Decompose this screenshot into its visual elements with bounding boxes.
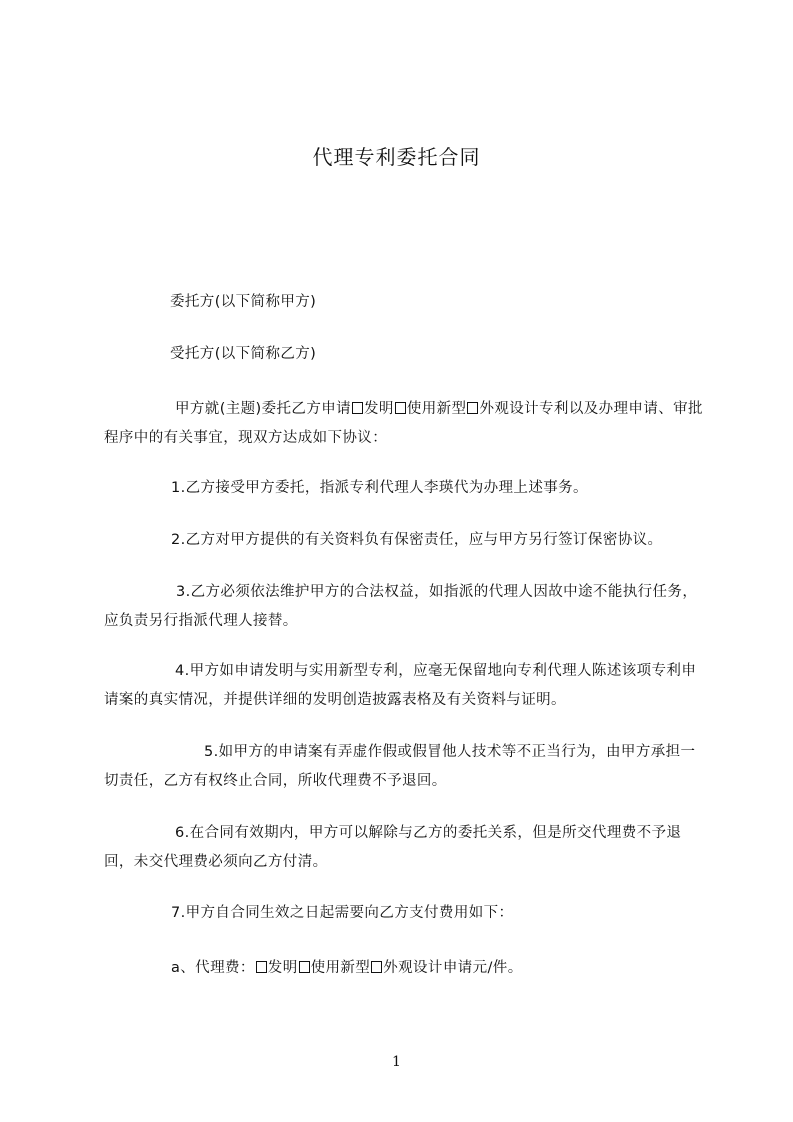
party-b-line: 受托方(以下简称乙方)	[170, 346, 317, 362]
intro-paragraph	[104, 395, 708, 453]
intro-text-4: 外观设计专利以及办理申请、审批程序中的有关事宜，现双方达成如下协议：	[104, 401, 703, 446]
intro-text-2: 发明	[364, 401, 394, 417]
clause-5: 5.如甲方的申请案有弄虚作假或假冒他人技术等不正当行为，由甲方承担一切责任，乙方有权终止合同，所收代理费不予退回。	[104, 744, 696, 789]
document-title: 代理专利委托合同	[312, 145, 481, 169]
checkbox-fee-design	[371, 961, 382, 973]
fee-prefix: a、代理费：	[171, 960, 255, 976]
intro-text-3: 使用新型	[406, 401, 467, 417]
fee-text-1: 发明	[267, 960, 298, 976]
fee-text-2: 使用新型	[310, 960, 371, 976]
page-number: 1	[392, 1054, 401, 1070]
clause-6: 6.在合同有效期内，甲方可以解除与乙方的委托关系，但是所交代理费不予退回，未交代理费必须向乙方付清。	[104, 825, 682, 870]
clause-2: 2.乙方对甲方提供的有关资料负有保密责任，应与甲方另行签订保密协议。	[171, 532, 663, 548]
intro-text-1: 甲方就(主题)委托乙方申请	[175, 401, 352, 417]
checkbox-fee-utility-model	[299, 961, 310, 973]
clause-4: 4.甲方如申请发明与实用新型专利，应毫无保留地向专利代理人陈述该项专利申请案的真实情况，并提供详细的发明创造披露表格及有关资料与证明。	[104, 663, 697, 708]
fee-line	[104, 954, 708, 983]
clause-1: 1.乙方接受甲方委托，指派专利代理人李瑛代为办理上述事务。	[171, 480, 588, 496]
fee-text-3: 外观设计申请元/件。	[383, 960, 523, 976]
clause-7: 7.甲方自合同生效之日起需要向乙方支付费用如下：	[171, 905, 514, 921]
clause-3: 3.乙方必须依法维护甲方的合法权益，如指派的代理人因故中途不能执行任务，应负责另行指派代理人接替。	[104, 584, 698, 629]
checkbox-design	[467, 402, 478, 414]
checkbox-invention	[352, 402, 363, 414]
checkbox-utility-model	[395, 402, 406, 414]
checkbox-fee-invention	[256, 961, 267, 973]
party-a-line: 委托方(以下简称甲方)	[170, 294, 317, 310]
